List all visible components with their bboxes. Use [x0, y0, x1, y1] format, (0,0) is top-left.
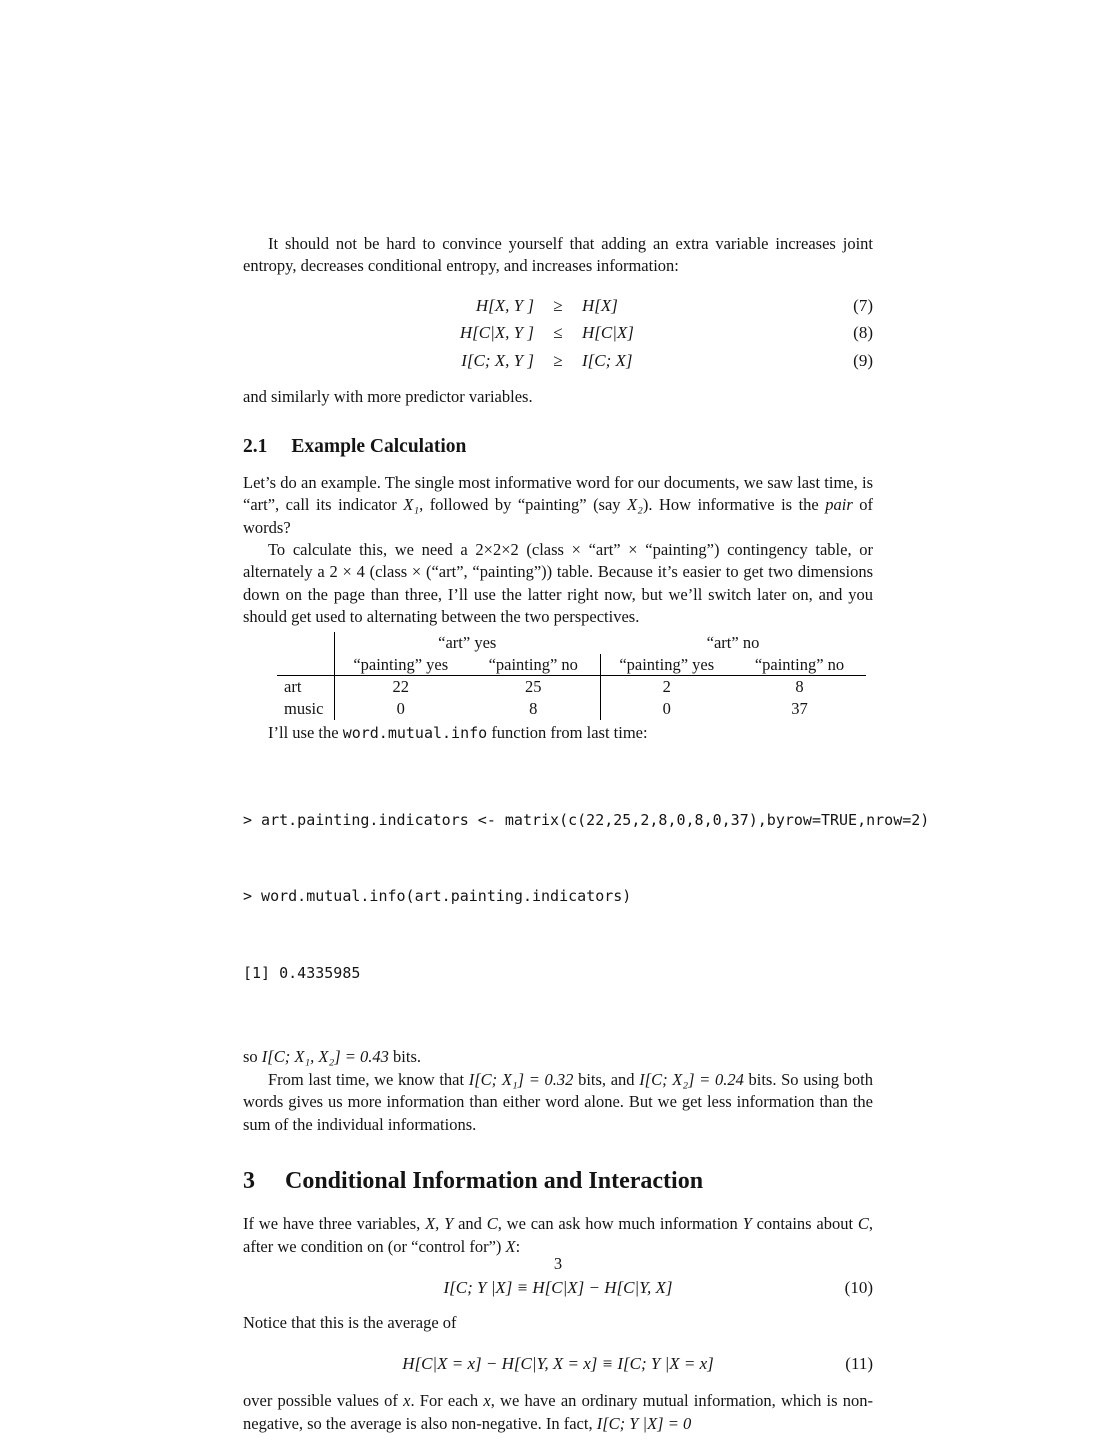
- table-cell: 0: [396, 699, 405, 719]
- equation-11-body: H[C|X = x] − H[C|Y, X = x] ≡ I[C; Y |X = x]: [402, 1354, 714, 1374]
- text-run: of words?: [243, 495, 873, 537]
- math-inline-x1: X₁: [403, 495, 420, 515]
- math-inline-x: x: [483, 1391, 491, 1411]
- math-inline-i-x2: I[C; X₂] = 0.24: [639, 1069, 744, 1089]
- math-inline-x2: X₂: [627, 495, 643, 515]
- text-run: function from last time:: [487, 722, 648, 742]
- table-column-header-row: [277, 654, 866, 676]
- table-cell: 8: [467, 698, 600, 720]
- table-row-music: [277, 698, 866, 720]
- text-run: bits. So using both words gives us more information than either word alone. But we get less information than the sum of the individual informations.: [243, 1069, 873, 1134]
- paragraph-three-variables: [243, 1213, 873, 1258]
- math-inline-x: x: [403, 1391, 411, 1411]
- emphasis-pair: pair: [825, 495, 853, 515]
- section-number: 3: [243, 1168, 255, 1195]
- equation-7-number: (7): [853, 295, 873, 315]
- equation-10-number: (10): [844, 1277, 873, 1297]
- text-run: bits, and: [573, 1069, 640, 1089]
- text-run: , followed by “painting” (say: [419, 495, 628, 515]
- code-block: [243, 757, 930, 1038]
- text-run: If we have three variables,: [243, 1214, 426, 1234]
- equation-7-rhs: H[X]: [582, 295, 618, 315]
- subsection-heading-2-1: [243, 435, 873, 459]
- column-header: “painting” no: [733, 654, 866, 676]
- math-inline-zero: I[C; Y |X] = 0: [596, 1413, 692, 1433]
- paragraph-over-values: [243, 1390, 873, 1435]
- inline-code-word-mutual-info: word.mutual.info: [342, 723, 488, 742]
- column-header: “painting” yes: [334, 654, 467, 676]
- table-cell: 0: [662, 699, 671, 719]
- paragraph-example-intro: [243, 472, 873, 539]
- group-header-art-no: “art” no: [706, 633, 760, 653]
- page-number: 3: [553, 1254, 563, 1273]
- table-row-art: [277, 676, 866, 698]
- equation-9-number: (9): [853, 350, 873, 370]
- paragraph-result: [243, 1046, 873, 1068]
- text-run: and: [453, 1214, 487, 1234]
- equation-11-number: (11): [845, 1354, 873, 1374]
- math-inline-c: C: [486, 1214, 498, 1234]
- math-inline-i-x1: I[C; X₁] = 0.32: [468, 1069, 574, 1089]
- text-run: over possible values of: [243, 1391, 404, 1411]
- equation-10: [243, 1276, 873, 1300]
- table-cell: 2: [662, 677, 671, 697]
- text-run: , after we condition on (or “control for”): [243, 1214, 873, 1256]
- equation-8-rhs: H[C|X]: [582, 323, 634, 343]
- section-heading-3: [243, 1166, 873, 1196]
- equation-8: [243, 319, 873, 347]
- paragraph-ill-use: [243, 722, 873, 744]
- subsection-title: Example Calculation: [291, 435, 467, 457]
- paragraph-similarly: and similarly with more predictor variables.: [243, 387, 533, 407]
- contingency-table: [277, 632, 866, 720]
- code-line: > art.painting.indicators <- matrix(c(22,25,2,8,0,8,0,37),byrow=TRUE,nrow=2): [243, 810, 930, 829]
- text-run: I’ll use the: [268, 722, 343, 742]
- equation-11: [243, 1352, 873, 1376]
- row-label: art: [277, 676, 334, 698]
- geq-symbol: ≥: [553, 295, 563, 315]
- text-run: , we can ask how much information: [497, 1214, 743, 1234]
- table-cell: 22: [392, 677, 409, 697]
- code-output-line: [1] 0.4335985: [243, 963, 361, 982]
- text-run: , we have an ordinary mutual information, which is non-negative, so the average is also non-negative. In fact,: [243, 1391, 873, 1433]
- table-cell: 37: [791, 699, 808, 719]
- equation-block-7-9: [243, 292, 873, 375]
- row-label: music: [277, 698, 334, 720]
- equation-7: [243, 292, 873, 320]
- math-inline-y: Y: [742, 1214, 752, 1234]
- paragraph-intro: It should not be hard to convince yourself that adding an extra variable increases joint entropy, decreases conditional entropy, and increases information:: [243, 234, 873, 276]
- math-inline-c: C: [857, 1214, 869, 1234]
- table-group-header-row: [277, 632, 866, 654]
- column-header: “painting” yes: [600, 654, 733, 676]
- text-run: . For each: [410, 1391, 484, 1411]
- paragraph-from-last-time: [243, 1069, 873, 1136]
- text-run: so: [243, 1047, 262, 1067]
- text-run: :: [515, 1236, 521, 1256]
- group-header-art-yes: “art” yes: [438, 633, 497, 653]
- text-run: bits.: [388, 1047, 421, 1067]
- math-inline-result: I[C; X₁, X₂] = 0.43: [261, 1047, 389, 1067]
- table-cell: 25: [467, 676, 600, 698]
- leq-symbol: ≤: [553, 323, 563, 343]
- text-run: From last time, we know that: [268, 1069, 469, 1089]
- equation-8-number: (8): [853, 323, 873, 343]
- equation-8-lhs: H[C|X, Y ]: [459, 323, 534, 343]
- column-header: “painting” no: [467, 654, 600, 676]
- equation-9-lhs: I[C; X, Y ]: [461, 350, 534, 370]
- geq-symbol: ≥: [553, 350, 563, 370]
- subsection-number: 2.1: [243, 435, 268, 457]
- text-run: ). How informative is the: [642, 495, 826, 515]
- text-run: Let’s do an example. The single most informative word for our documents, we saw last time, is “art”, call its indicator: [243, 472, 873, 515]
- code-line: > word.mutual.info(art.painting.indicators): [243, 887, 632, 906]
- paragraph-notice: Notice that this is the average of: [243, 1312, 457, 1332]
- text-run: contains about: [751, 1214, 858, 1234]
- math-inline-x: X: [505, 1236, 516, 1256]
- equation-10-body: I[C; Y |X] ≡ H[C|X] − H[C|Y, X]: [443, 1277, 673, 1297]
- equation-9-rhs: I[C; X]: [582, 350, 633, 370]
- equation-9: [243, 347, 873, 375]
- equation-7-lhs: H[X, Y ]: [475, 295, 534, 315]
- section-title: Conditional Information and Interaction: [285, 1168, 704, 1195]
- math-inline-xy: X, Y: [425, 1214, 454, 1234]
- paragraph-contingency: To calculate this, we need a 2×2×2 (class × “art” × “painting”) contingency table, or alternately a 2 × 4 (class × (“art”, “painting”)) table. Because it’s easier to get two dimensions down on the page than three, I’ll use the latter right now, but we’ll switch later on, and you should get used to alternating between the two perspectives.: [243, 539, 873, 627]
- table-corner-cell: [277, 654, 334, 676]
- table-cell: 8: [795, 677, 804, 697]
- table-corner-cell: [277, 632, 334, 654]
